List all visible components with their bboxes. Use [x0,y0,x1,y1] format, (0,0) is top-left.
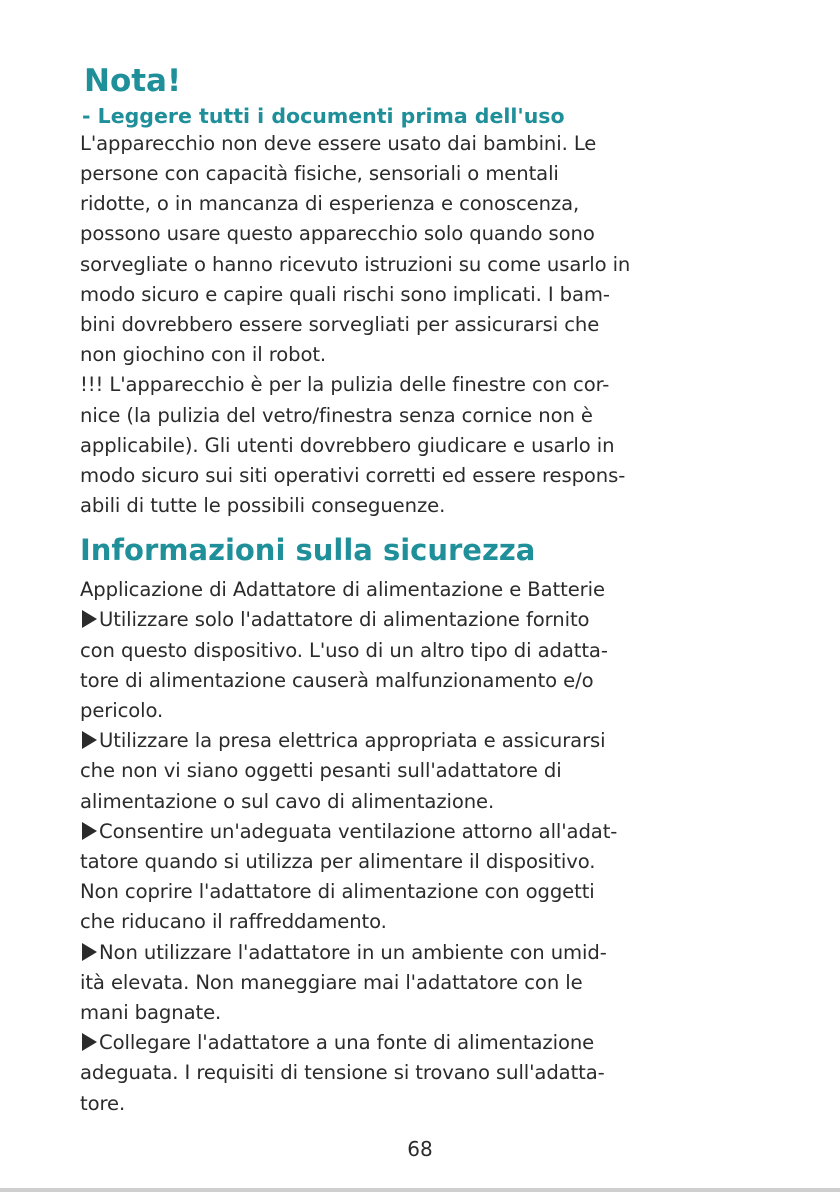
safety-item-line: alimentazione o sul cavo di alimentazione. [80,789,495,813]
safety-item-line: pericolo. [80,699,164,723]
safety-item-line: che riducano il raffreddamento. [80,910,387,934]
safety-item-line: tore di alimentazione causerà malfunzionamento e/o [80,668,594,692]
safety-paragraph [80,575,780,1119]
safety-item-line: Non coprire l'adattatore di alimentazione con oggetti [80,880,595,904]
note-subtitle: - Leggere tutti i documenti prima dell'uso [82,104,565,129]
page-number: 68 [407,1137,433,1161]
safety-item-line: adeguata. I requisiti di tensione si trovano sull'adatta- [80,1061,605,1085]
bullet-triangle-icon [82,1033,97,1051]
safety-item-line: tatore quando si utilizza per alimentare il dispositivo. [80,850,596,874]
safety-item-line: mani bagnate. [80,1001,222,1025]
safety-item-line: con questo dispositivo. L'uso di un altro tipo di adatta- [80,638,608,662]
bullet-triangle-icon [82,822,97,840]
bullet-triangle-icon [82,943,97,961]
note-line: L'apparecchio non deve essere usato dai bambini. Le [80,131,597,155]
safety-item: Utilizzare solo l'adattatore di alimentazione fornito [80,605,780,635]
note-line: possono usare questo apparecchio solo quando sono [80,222,595,246]
note-line: modo sicuro e capire quali rischi sono implicati. I bam- [80,282,610,306]
safety-intro: Applicazione di Adattatore di alimentazione e Batterie [80,578,605,602]
note-paragraph [80,129,780,522]
page-bottom-divider [0,1188,840,1192]
note-line: bini dovrebbero essere sorvegliati per assicurarsi che [80,312,600,336]
note-line: applicabile). Gli utenti dovrebbero giudicare e usarlo in [80,433,615,457]
safety-item: Non utilizzare l'adattatore in un ambiente con umid- [80,938,780,968]
safety-section-title: Informazioni sulla sicurezza [80,533,536,568]
note-line: nice (la pulizia del vetro/finestra senza cornice non è [80,403,593,427]
note-line: sorvegliate o hanno ricevuto istruzioni su come usarlo in [80,252,631,276]
safety-item: Consentire un'adeguata ventilazione attorno all'adat- [80,817,780,847]
safety-item: Utilizzare la presa elettrica appropriata e assicurarsi [80,726,780,756]
safety-item-line: ità elevata. Non maneggiare mai l'adattatore con le [80,970,583,994]
bullet-triangle-icon [82,610,97,628]
note-line: !!! L'apparecchio è per la pulizia delle finestre con cor- [80,373,610,397]
note-line: non giochino con il robot. [80,343,327,367]
safety-item-line: che non vi siano oggetti pesanti sull'adattatore di [80,759,562,783]
safety-item-line: tore. [80,1091,126,1115]
note-line: ridotte, o in mancanza di esperienza e conoscenza, [80,192,580,216]
note-line: persone con capacità fisiche, sensoriali o mentali [80,161,559,185]
note-line: abili di tutte le possibili conseguenze. [80,494,446,518]
note-line: modo sicuro sui siti operativi corretti ed essere respons- [80,463,626,487]
page-content [80,64,780,1119]
note-title: Nota! [84,63,182,99]
bullet-triangle-icon [82,731,97,749]
safety-item: Collegare l'adattatore a una fonte di alimentazione [80,1028,780,1058]
